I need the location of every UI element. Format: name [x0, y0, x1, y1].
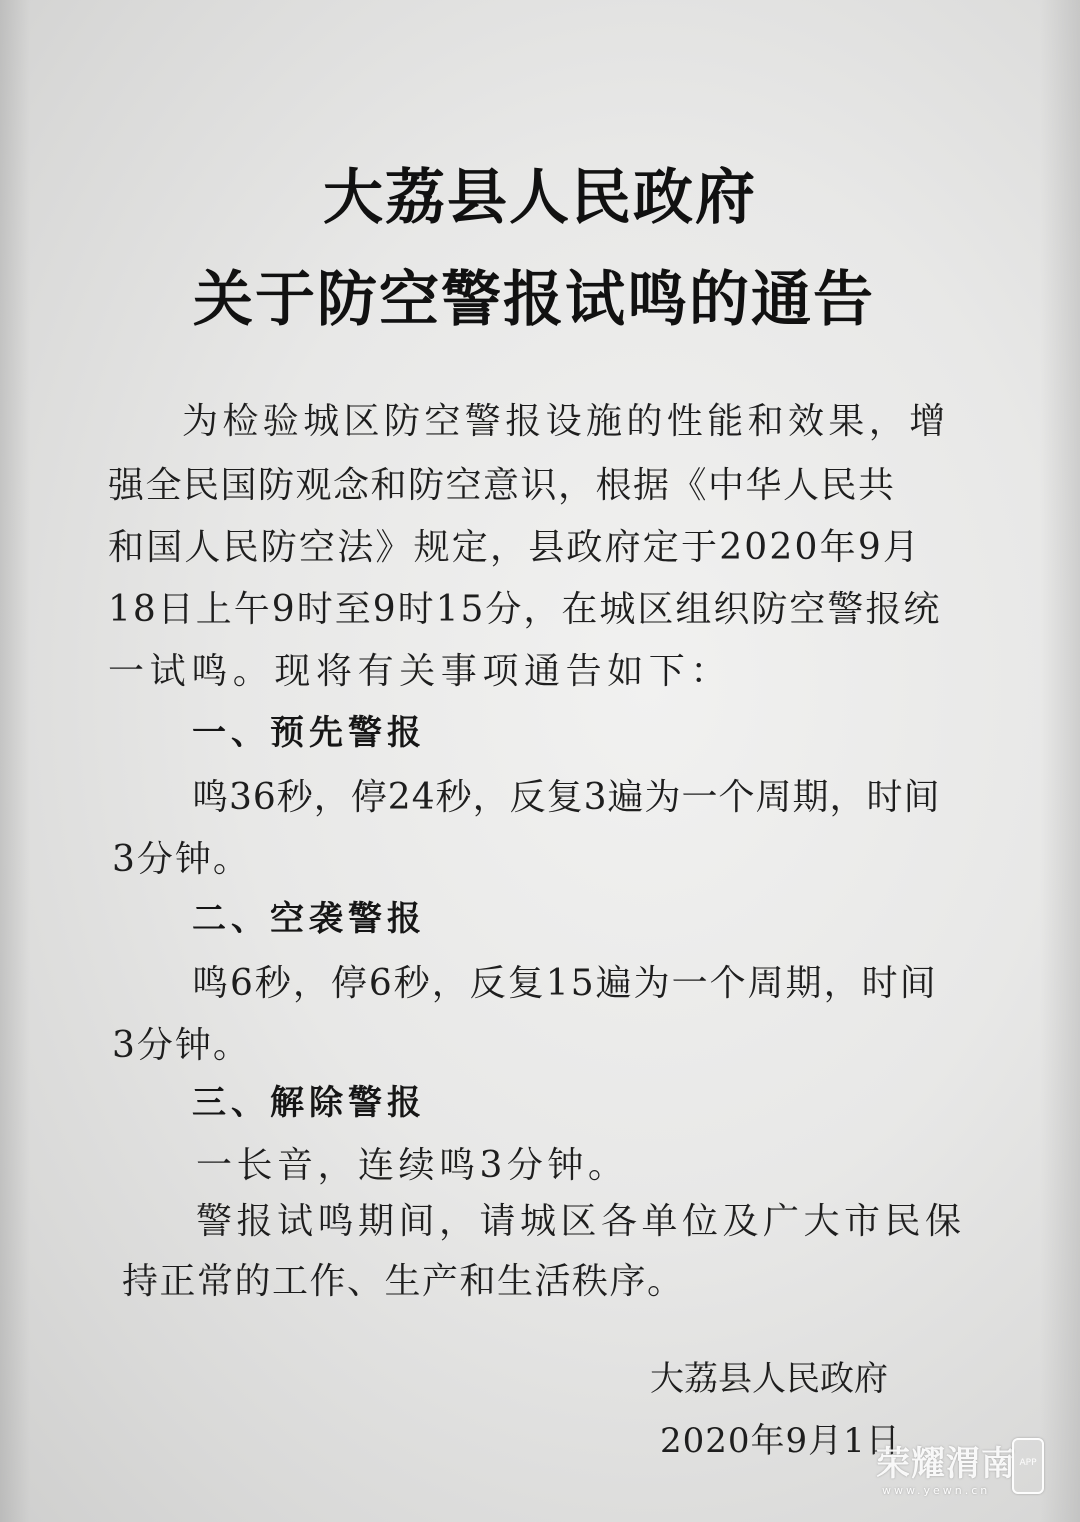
- notice-title-line2: 关于防空警报试鸣的通告: [193, 265, 875, 335]
- intro-line-1: 为检验城区防空警报设施的性能和效果，增: [182, 401, 950, 442]
- intro-line-3: 和国人民防空法》规定，县政府定于2020年9月: [108, 527, 922, 568]
- intro-line-2: 强全民国防观念和防空意识，根据《中华人民共: [108, 465, 896, 506]
- section-heading-all-clear: 三、解除警报: [192, 1083, 426, 1123]
- notice-title-line1: 大荔县人民政府: [323, 163, 757, 233]
- watermark-brand: 荣耀渭南: [876, 1444, 1016, 1484]
- watermark-url: www.yewn.cn: [882, 1484, 991, 1497]
- section-preliminary-line-2: 3分钟。: [112, 839, 251, 880]
- app-watermark: [876, 1436, 1046, 1506]
- signature-organization: 大荔县人民政府: [650, 1359, 888, 1399]
- section-heading-air-raid: 二、空袭警报: [192, 899, 426, 939]
- section-heading-preliminary: 一、预先警报: [192, 713, 426, 753]
- section-preliminary-line-1: 鸣36秒，停24秒，反复3遍为一个周期，时间: [192, 777, 941, 818]
- intro-line-5: 一试鸣。现将有关事项通告如下：: [108, 651, 733, 692]
- section-air-raid-line-2: 3分钟。: [112, 1025, 251, 1066]
- closing-line-1: 警报试鸣期间，请城区各单位及广大市民保: [196, 1201, 966, 1242]
- intro-line-4: 18日上午9时至9时15分，在城区组织防空警报统: [108, 589, 942, 630]
- section-all-clear-line-1: 一长音，连续鸣3分钟。: [196, 1145, 629, 1186]
- signature-date: 2020年9月1日: [660, 1421, 901, 1461]
- section-air-raid-line-1: 鸣6秒，停6秒，反复15遍为一个周期，时间: [192, 963, 938, 1004]
- closing-line-2: 持正常的工作、生产和生活秩序。: [122, 1261, 685, 1302]
- phone-app-icon: [1012, 1438, 1044, 1494]
- watermark-badge: APP: [1019, 1458, 1037, 1468]
